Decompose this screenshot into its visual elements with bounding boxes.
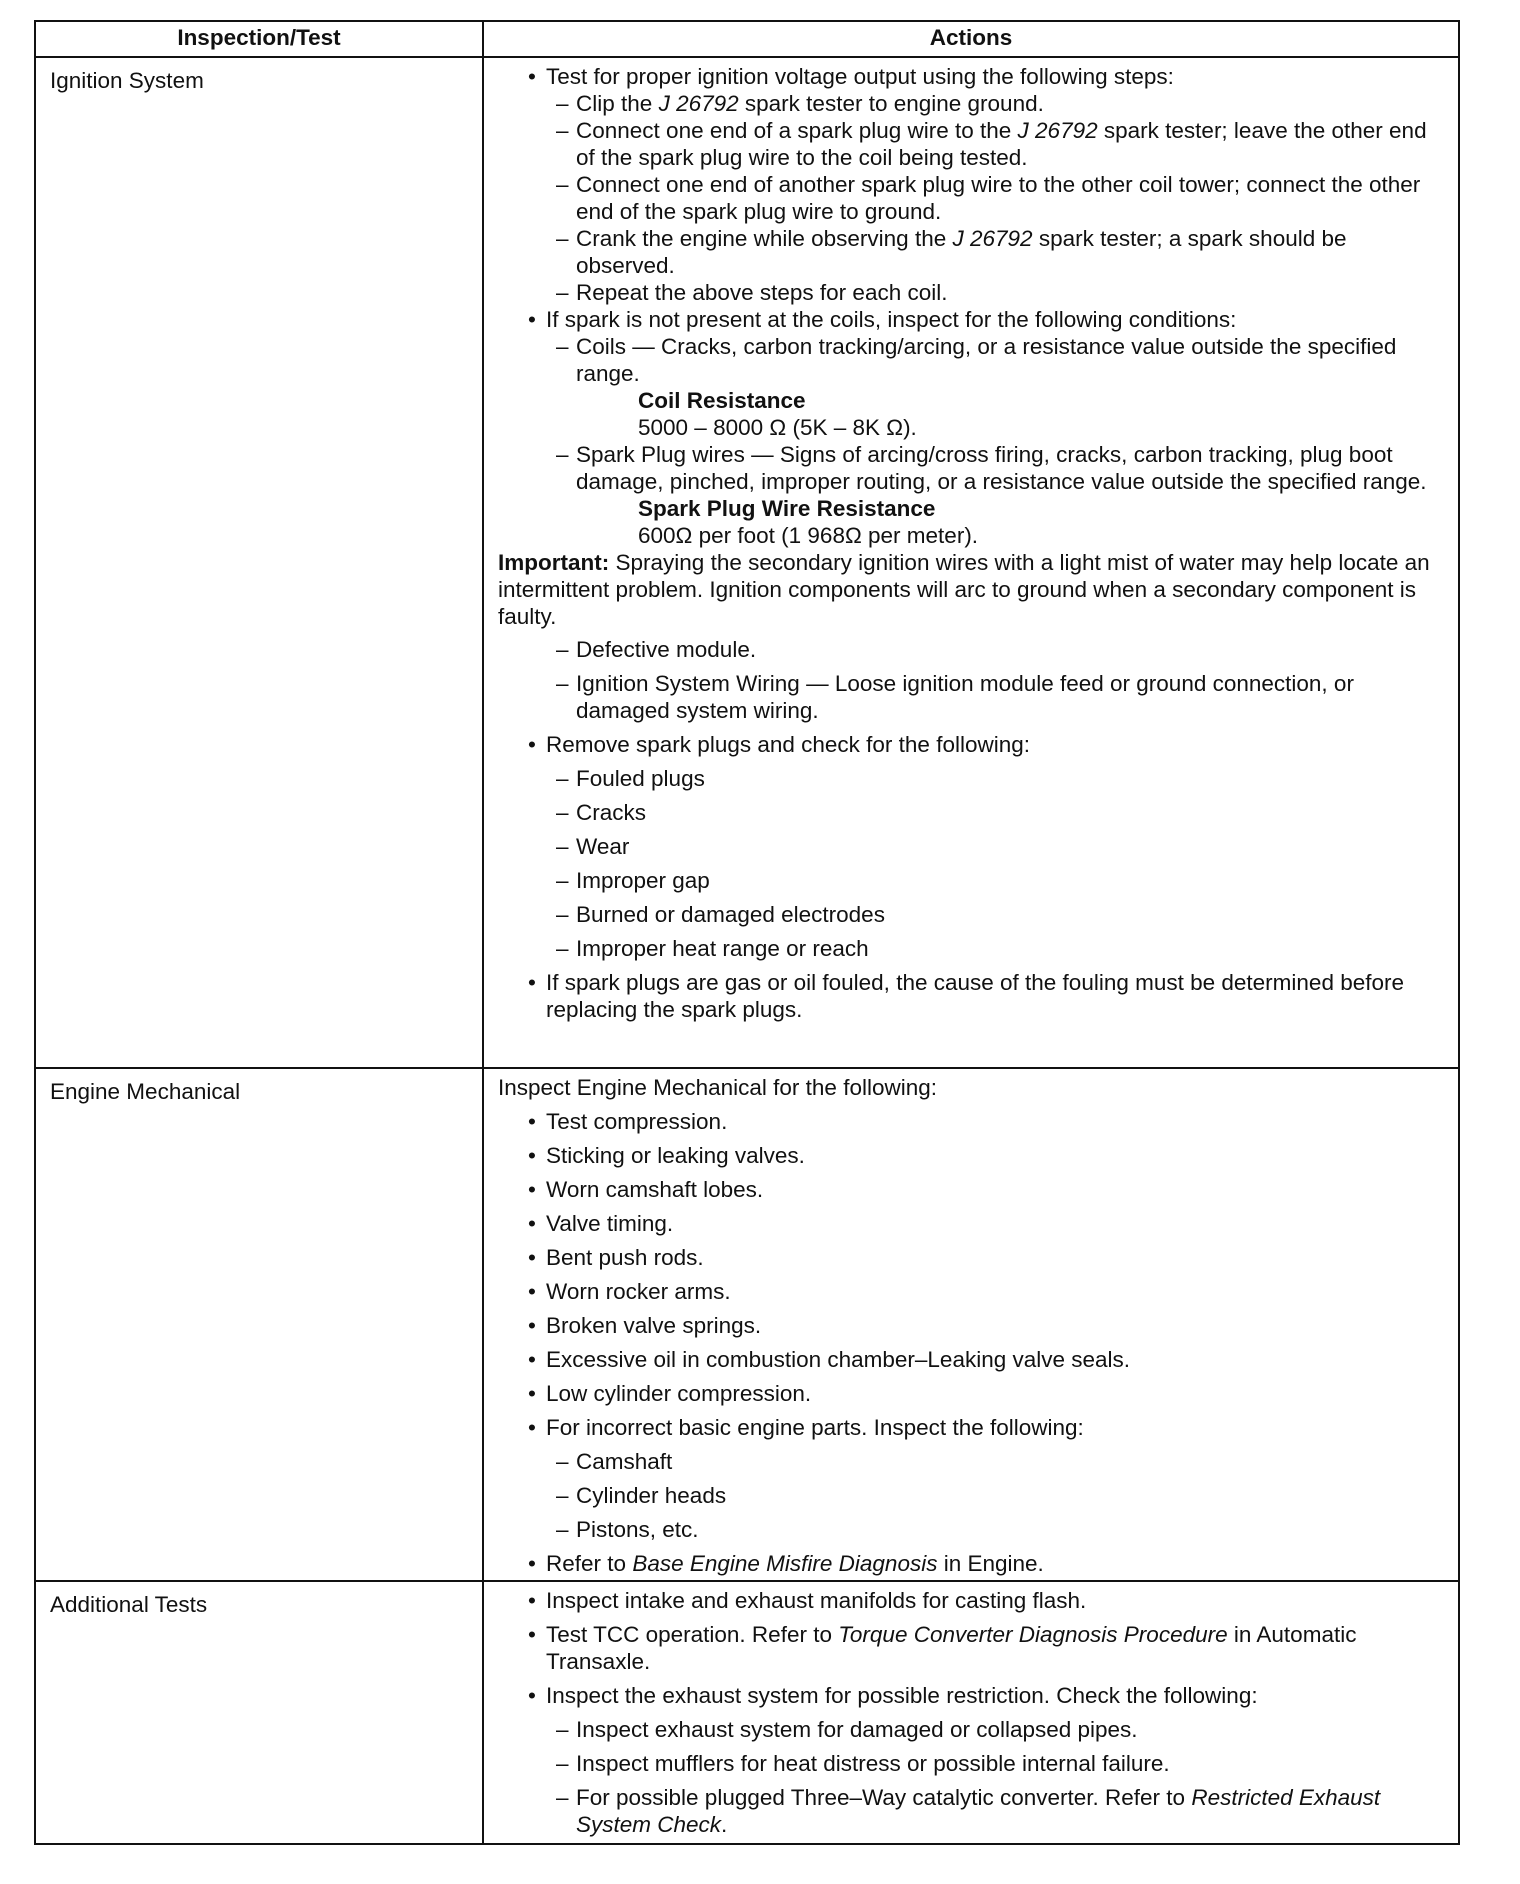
- row-additional-tests: [35, 1581, 1459, 1844]
- list-item: • Bent push rods.: [526, 1244, 1446, 1271]
- step-connect-other-wire: – Connect one end of another spark plug wire to the other coil tower; connect the other end of the spark plug wire to ground.: [556, 171, 1446, 225]
- ref-torque-converter: Torque Converter Diagnosis Procedure: [838, 1622, 1228, 1647]
- list-item: – Inspect mufflers for heat distress or possible internal failure.: [556, 1750, 1446, 1777]
- bullet-fouled-plugs: • If spark plugs are gas or oil fouled, the cause of the fouling must be determined before replacing the spark plugs.: [526, 969, 1446, 1023]
- label-ignition-system: Ignition System: [35, 57, 483, 1068]
- bullet-remove-plugs: • Remove spark plugs and check for the following:: [526, 731, 1446, 758]
- list-item: – Burned or damaged electrodes: [556, 901, 1446, 928]
- bullet-no-spark: • If spark is not present at the coils, inspect for the following conditions:: [526, 306, 1446, 333]
- row-engine-mechanical: [35, 1068, 1459, 1581]
- list-item: • Worn camshaft lobes.: [526, 1176, 1446, 1203]
- engine-intro: Inspect Engine Mechanical for the following:: [498, 1075, 938, 1100]
- actions-additional-tests: [483, 1581, 1459, 1844]
- header-row: [35, 21, 1459, 57]
- step-crank-engine: – Crank the engine while observing the J 26792 spark tester; a spark should be observed.: [556, 225, 1446, 279]
- tool-ref: J 26792: [952, 226, 1033, 251]
- list-item: – Camshaft: [556, 1448, 1446, 1475]
- inspection-table: [34, 20, 1460, 1845]
- list-item: – Improper gap: [556, 867, 1446, 894]
- list-item: • Sticking or leaking valves.: [526, 1142, 1446, 1169]
- bullet-voltage-test: • Test for proper ignition voltage output using the following steps:: [526, 63, 1446, 90]
- list-item: • Valve timing.: [526, 1210, 1446, 1237]
- condition-coils: – Coils — Cracks, carbon tracking/arcing, or a resistance value outside the specified range.: [556, 333, 1446, 387]
- row-ignition-system: [35, 57, 1459, 1068]
- tool-ref: J 26792: [658, 91, 739, 116]
- condition-module: – Defective module.: [556, 636, 1446, 663]
- header-actions: Actions: [483, 21, 1459, 57]
- condition-spark-plug-wires: – Spark Plug wires — Signs of arcing/cross firing, cracks, carbon tracking, plug boot damage, pinched, improper routing, or a resistance value outside the specified range.: [556, 441, 1446, 495]
- ref-restricted-exhaust: Restricted Exhaust System Check: [576, 1785, 1381, 1837]
- step-clip-tester: – Clip the J 26792 spark tester to engine ground.: [556, 90, 1446, 117]
- list-item: – Improper heat range or reach: [556, 935, 1446, 962]
- label-engine-mechanical: Engine Mechanical: [35, 1068, 483, 1581]
- list-item: • Excessive oil in combustion chamber–Leaking valve seals.: [526, 1346, 1446, 1373]
- list-item: – Cracks: [556, 799, 1446, 826]
- actions-ignition-system: [483, 57, 1459, 1068]
- tool-ref: J 26792: [1017, 118, 1098, 143]
- list-item: • Low cylinder compression.: [526, 1380, 1446, 1407]
- step-repeat: – Repeat the above steps for each coil.: [556, 279, 1446, 306]
- list-item: – Pistons, etc.: [556, 1516, 1446, 1543]
- list-item: – Inspect exhaust system for damaged or collapsed pipes.: [556, 1716, 1446, 1743]
- header-inspection-test: Inspection/Test: [35, 21, 483, 57]
- bullet-refer-misfire: • Refer to Base Engine Misfire Diagnosis in Engine.: [526, 1550, 1446, 1577]
- condition-wiring: – Ignition System Wiring — Loose ignition module feed or ground connection, or damaged system wiring.: [556, 670, 1446, 724]
- list-item: – Wear: [556, 833, 1446, 860]
- important-label: Important:: [498, 550, 610, 575]
- list-item: • Worn rocker arms.: [526, 1278, 1446, 1305]
- bullet-manifolds: • Inspect intake and exhaust manifolds for casting flash.: [526, 1587, 1446, 1614]
- bullet-tcc: • Test TCC operation. Refer to Torque Converter Diagnosis Procedure in Automatic Transaxle.: [526, 1621, 1446, 1675]
- list-item: • Test compression.: [526, 1108, 1446, 1135]
- list-item: • Broken valve springs.: [526, 1312, 1446, 1339]
- list-item: – Cylinder heads: [556, 1482, 1446, 1509]
- actions-engine-mechanical: [483, 1068, 1459, 1581]
- step-connect-wire: – Connect one end of a spark plug wire to the J 26792 spark tester; leave the other end of the spark plug wire to the coil being tested.: [556, 117, 1446, 171]
- list-item: • For incorrect basic engine parts. Inspect the following:: [526, 1414, 1446, 1441]
- list-item-catalytic: – For possible plugged Three–Way catalytic converter. Refer to Restricted Exhaust System Check.: [556, 1784, 1446, 1838]
- spec-coil-resistance-title: Coil Resistance: [638, 388, 806, 413]
- label-additional-tests: Additional Tests: [35, 1581, 483, 1844]
- spec-wire-resistance-value: 600Ω per foot (1 968Ω per meter).: [638, 523, 979, 548]
- important-note: Important: Spraying the secondary ignition wires with a light mist of water may help locate an intermittent problem. Ignition components will arc to ground when a secondary component is faulty.: [498, 550, 1430, 629]
- spec-wire-resistance-title: Spark Plug Wire Resistance: [638, 496, 936, 521]
- bullet-exhaust: • Inspect the exhaust system for possible restriction. Check the following:: [526, 1682, 1446, 1709]
- list-item: – Fouled plugs: [556, 765, 1446, 792]
- spec-coil-resistance-value: 5000 – 8000 Ω (5K – 8K Ω).: [638, 415, 917, 440]
- ref-base-engine-misfire: Base Engine Misfire Diagnosis: [632, 1551, 938, 1576]
